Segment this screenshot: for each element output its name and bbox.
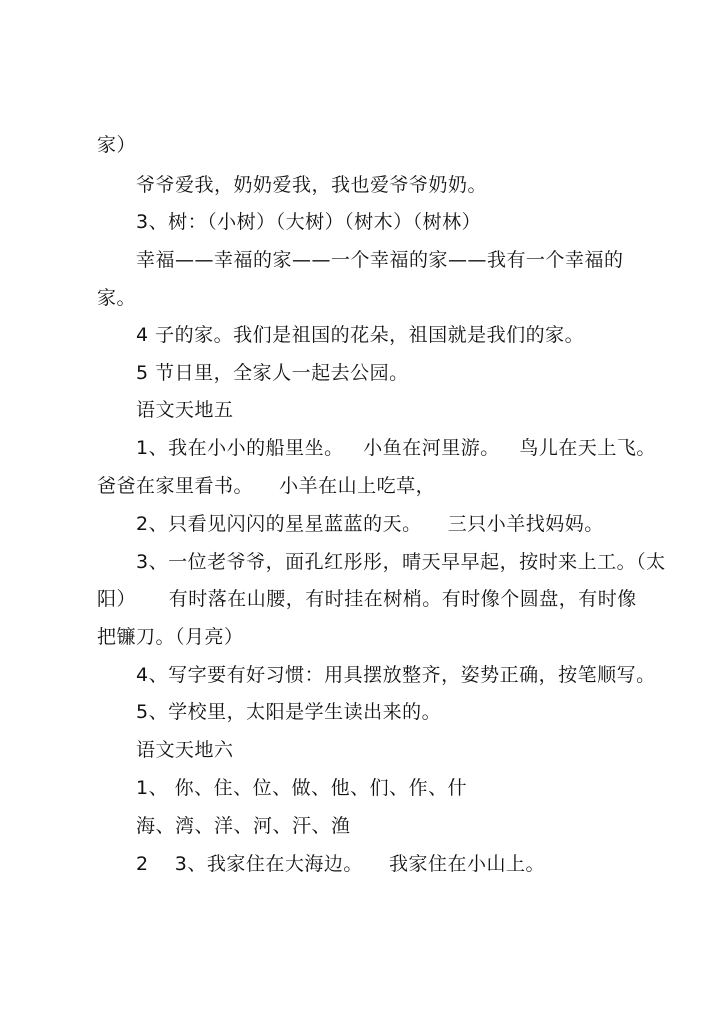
text-line-14: 把镰刀。（月亮） <box>97 626 244 648</box>
text-line-7: 5 节日里，全家人一起去公园。 <box>136 362 409 384</box>
text-line-5: 家。 <box>97 287 137 309</box>
text-line-1: 家） <box>97 134 137 156</box>
text-line-11: 2、只看见闪闪的星星蓝蓝的天。 三只小羊找妈妈。 <box>136 513 604 535</box>
text-line-4: 幸福——幸福的家——一个幸福的家——我有一个幸福的 <box>136 249 624 271</box>
text-line-15: 4、写字要有好习惯：用具摆放整齐，姿势正确，按笔顺写。 <box>136 664 656 686</box>
text-line-16: 5、学校里，太阳是学生读出来的。 <box>136 701 442 723</box>
text-line-20: 2 3、我家住在大海边。 我家住在小山上。 <box>136 853 545 875</box>
text-line-18: 1、 你、住、位、做、他、们、作、什 <box>136 777 468 799</box>
section-heading-6: 语文天地六 <box>136 739 234 761</box>
text-line-12: 3、一位老爷爷，面孔红彤彤，晴天早早起，按时来上工。（太 <box>136 551 666 573</box>
section-heading-5: 语文天地五 <box>136 399 234 421</box>
text-line-13: 阳） 有时落在山腰，有时挂在树梢。有时像个圆盘，有时像 <box>97 588 637 610</box>
text-line-9: 1、我在小小的船里坐。 小鱼在河里游。 鸟儿在天上飞。 <box>136 437 656 459</box>
text-line-10: 爸爸在家里看书。 小羊在山上吃草， <box>97 475 436 497</box>
text-line-2: 爷爷爱我，奶奶爱我，我也爱爷爷奶奶。 <box>136 174 488 196</box>
text-line-19: 海、湾、洋、河、汗、渔 <box>136 815 351 837</box>
text-line-3: 3、树：（小树）（大树）（树木）（树林） <box>136 211 482 233</box>
text-line-6: 4 子的家。我们是祖国的花朵，祖国就是我们的家。 <box>136 324 585 346</box>
